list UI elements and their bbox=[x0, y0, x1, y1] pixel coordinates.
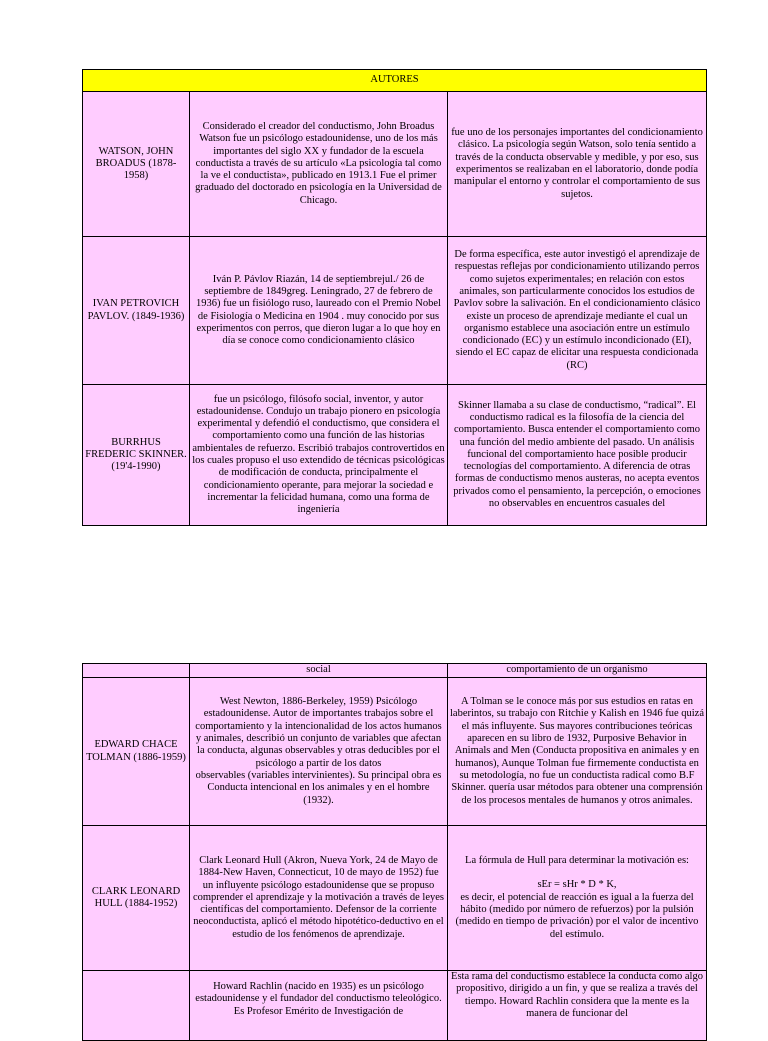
author-name: WATSON, JOHN BROADUS (1878-1958) bbox=[83, 92, 190, 237]
author-contribution bbox=[448, 826, 707, 971]
author-bio: Clark Leonard Hull (Akron, Nueva York, 24 de Mayo de 1884-New Haven, Connecticut, 10 de mayo de 1952) fue un influyente psicólogo estadounidense que se propuso comprender el aprendizaje y la motivación a través de leyes científicas del comportamiento. Defensor de la corriente neoconductista, aplicó el método hipotético-deductivo en el estudio de los fenómenos de aprendizaje. bbox=[190, 826, 448, 971]
table-row bbox=[83, 971, 707, 1041]
table-row bbox=[83, 826, 707, 971]
author-contribution: Esta rama del conductismo establece la conducta como algo propositivo, dirigido a un fin, y que se realiza a través del tiempo. Howard Rachlin considera que la mente es la manera de funcionar del bbox=[448, 971, 707, 1041]
author-name: IVAN PETROVICH PAVLOV. (1849-1936) bbox=[83, 237, 190, 385]
author-bio: Howard Rachlin (nacido en 1935) es un psicólogo estadounidense y el fundador del conductismo teleológico. Es Profesor Emérito de Investigación de bbox=[190, 971, 448, 1041]
author-contribution: De forma específica, este autor investigó el aprendizaje de respuestas reflejas por condicionamiento utilizando perros como sujetos experimentales; en relación con estos animales, son particularmente conocidos los estudios de Pavlov sobre la salivación. En el condicionamiento clásico existe un proceso de aprendizaje mediante el cual un organismo establece una asociación entre un estímulo condicionado (EC) y un estímulo incondicionado (EI), siendo el EC capaz de elicitar una respuesta condicionada (RC) bbox=[448, 237, 707, 385]
formula-explanation: es decir, el potencial de reacción es igual a la fuerza del hábito (medido por número de refuerzos) por la pulsión (medido en tiempo de privación) por el valor de incentivo del estímulo. bbox=[455, 891, 699, 940]
author-bio: social bbox=[190, 664, 448, 678]
authors-table-page1 bbox=[82, 69, 707, 526]
table-row bbox=[83, 385, 707, 526]
table-row bbox=[83, 237, 707, 385]
author-name: CLARK LEONARD HULL (1884-1952) bbox=[83, 826, 190, 971]
author-name: EDWARD CHACE TOLMAN (1886-1959) bbox=[83, 678, 190, 826]
formula-intro: La fórmula de Hull para determinar la motivación es: bbox=[465, 855, 689, 867]
author-bio: Considerado el creador del conductismo, John Broadus Watson fue un psicólogo estadounidense, uno de los más importantes del siglo XX y fundador de la escuela conductista a través de su artículo «La psicología tal como la ve el conductista», publicado en 1913.1 Fue el primer graduado del doctorado en psicología en la Universidad de Chicago. bbox=[190, 92, 448, 237]
authors-table-page2 bbox=[82, 663, 707, 1041]
author-bio: fue un psicólogo, filósofo social, inventor, y autor estadounidense. Condujo un trabajo pionero en psicología experimental y defendió el conductismo, que considera el comportamiento como una función de las historias ambientales de refuerzo. Escribió trabajos controvertidos en los cuales propuso el uso extendido de técnicas psicológicas de modificación de conducta, principalmente el condicionamiento operante, para mejorar la sociedad e incrementar la felicidad humana, como una forma de ingeniería bbox=[190, 385, 448, 526]
author-contribution: Skinner llamaba a su clase de conductismo, “radical”. El conductismo radical es la filosofía de la ciencia del comportamiento. Busca entender el comportamiento como una función del medio ambiente del pasado. Un análisis funcional del comportamiento hace posible producir tecnologías del comportamiento. A diferencia de otras formas de conductismo menos austeras, no acepta eventos privados como el pensamiento, la percepción, o emociones no observables en encuentros casuales del bbox=[448, 385, 707, 526]
author-bio: West Newton, 1886-Berkeley, 1959) Psicólogo estadounidense. Autor de importantes trabajos sobre el comportamiento y la intencionalidad de los actos humanos y animales, describió un conjunto de variables que afectan la conducta, algunas observables y otras deducibles por el psicólogo a partir de los datos observables (variables intervinientes). Su principal obra es Conducta intencional en los animales y en el hombre (1932). bbox=[190, 678, 448, 826]
author-name bbox=[83, 664, 190, 678]
author-name: BURRHUS FREDERIC SKINNER. (19'4-1990) bbox=[83, 385, 190, 526]
author-contribution: comportamiento de un organismo bbox=[448, 664, 707, 678]
author-contribution: fue uno de los personajes importantes del condicionamiento clásico. La psicología según Watson, solo tenía sentido a través de la conducta observable y medible, y por eso, sus experimentos se realizaban en el laboratorio, donde podía manipular el entorno y controlar el comportamiento de sus sujetos. bbox=[448, 92, 707, 237]
table-header-authors: AUTORES bbox=[83, 70, 707, 92]
formula: sEr = sHr * D * K, bbox=[537, 879, 617, 891]
author-contribution: A Tolman se le conoce más por sus estudios en ratas en laberintos, su trabajo con Ritchie y Kalish en 1946 fue quizá el más influyente. Sus mayores contribuciones teóricas aparecen en su libro de 1932, Purposive Behavior in Animals and Men (Conducta propositiva en animales y en humanos), Aunque Tolman fue firmemente conductista en su metodología, no fue un conductista radical como B.F Skinner. quería usar métodos para obtener una comprensión de los procesos mentales de humanos y otros animales. bbox=[448, 678, 707, 826]
table-row bbox=[83, 92, 707, 237]
author-bio: Iván P. Pávlov Riazán, 14 de septiembrejul./ 26 de septiembre de 1849greg. Leningrado, 27 de febrero de 1936) fue un fisiólogo ruso, laureado con el Premio Nobel de Fisiología o Medicina en 1904 . muy conocido por sus experimentos con perros, que dieron lugar a lo que hoy en día se conoce como condicionamiento clásico bbox=[190, 237, 448, 385]
table-row bbox=[83, 678, 707, 826]
author-name bbox=[83, 971, 190, 1041]
table-row-continuation bbox=[83, 664, 707, 678]
